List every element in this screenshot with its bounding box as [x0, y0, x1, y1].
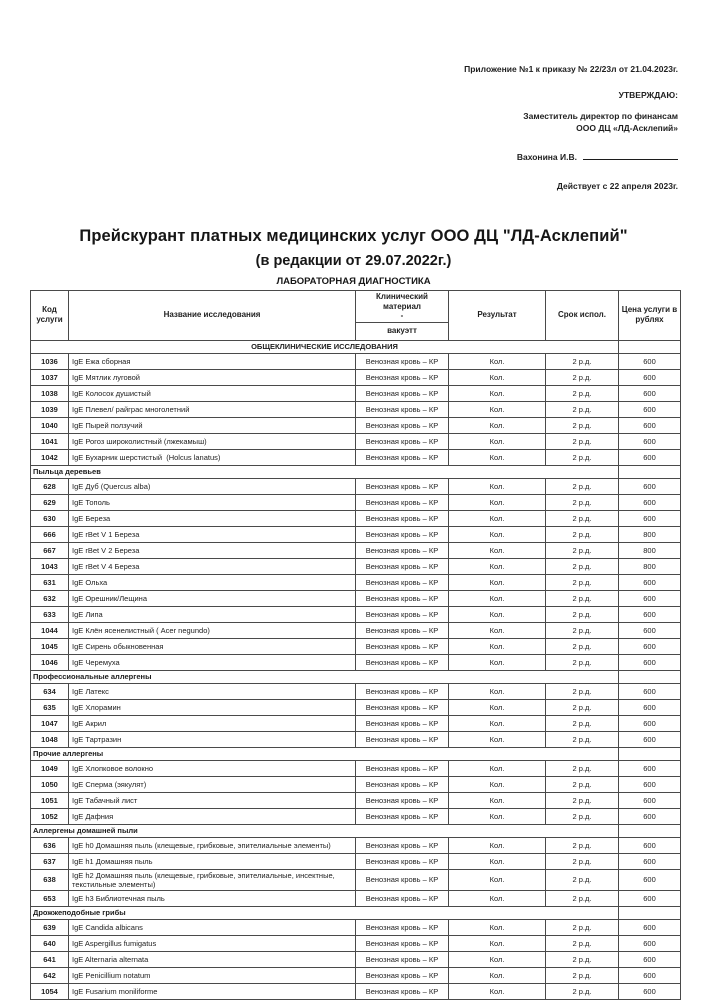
cell-price: 600: [619, 919, 681, 935]
cell-term: 2 р.д.: [546, 837, 619, 853]
cell-term: 2 р.д.: [546, 715, 619, 731]
table-row: [31, 606, 681, 622]
signature-row: [464, 150, 678, 163]
cell-price: 600: [619, 401, 681, 417]
cell-name: IgE Бухарник шерстистый (Holcus lanatus): [69, 449, 356, 465]
cell-material: Венозная кровь – КР: [356, 935, 449, 951]
header-code: Код услуги: [31, 291, 69, 341]
cell-term: 2 р.д.: [546, 433, 619, 449]
cell-name: IgE Клён ясенелистный ( Acer negundo): [69, 622, 356, 638]
cell-result: Кол.: [449, 837, 546, 853]
cell-term: 2 р.д.: [546, 478, 619, 494]
cell-code: 630: [31, 510, 69, 526]
approver-position: Заместитель директор по финансам: [523, 111, 678, 121]
cell-result: Кол.: [449, 622, 546, 638]
table-row: [31, 654, 681, 670]
section-title: Пыльца деревьев: [31, 465, 619, 478]
cell-material: Венозная кровь – КР: [356, 606, 449, 622]
cell-price: 600: [619, 654, 681, 670]
cell-code: 631: [31, 574, 69, 590]
table-row: [31, 369, 681, 385]
cell-name: IgE Fusarium moniliforme: [69, 983, 356, 999]
cell-price: 600: [619, 951, 681, 967]
cell-material: Венозная кровь – КР: [356, 417, 449, 433]
cell-code: 1052: [31, 808, 69, 824]
cell-material: Венозная кровь – КР: [356, 731, 449, 747]
table-body: [31, 340, 681, 999]
cell-name: IgE Alternaria alternata: [69, 951, 356, 967]
cell-material: Венозная кровь – КР: [356, 526, 449, 542]
header-material: [356, 291, 449, 323]
cell-term: 2 р.д.: [546, 385, 619, 401]
table-row: [31, 478, 681, 494]
cell-term: 2 р.д.: [546, 983, 619, 999]
cell-term: 2 р.д.: [546, 417, 619, 433]
cell-term: 2 р.д.: [546, 606, 619, 622]
cell-code: 628: [31, 478, 69, 494]
cell-name: IgE Тартразин: [69, 731, 356, 747]
cell-price: 600: [619, 808, 681, 824]
cell-name: IgE Колосок душистый: [69, 385, 356, 401]
cell-term: 2 р.д.: [546, 369, 619, 385]
cell-result: Кол.: [449, 760, 546, 776]
cell-price: 800: [619, 526, 681, 542]
cell-term: 2 р.д.: [546, 935, 619, 951]
table-row: [31, 401, 681, 417]
section-price-spacer: [619, 670, 681, 683]
table-row: [31, 699, 681, 715]
cell-name: IgE Плевел/ райграс многолетний: [69, 401, 356, 417]
cell-term: 2 р.д.: [546, 622, 619, 638]
cell-material: Венозная кровь – КР: [356, 622, 449, 638]
cell-result: Кол.: [449, 715, 546, 731]
cell-name: IgE h3 Библиотечная пыль: [69, 890, 356, 906]
cell-code: 633: [31, 606, 69, 622]
cell-name: IgE Penicillium notatum: [69, 967, 356, 983]
cell-term: 2 р.д.: [546, 654, 619, 670]
cell-material: Венозная кровь – КР: [356, 638, 449, 654]
cell-name: IgE Береза: [69, 510, 356, 526]
cell-price: 600: [619, 510, 681, 526]
cell-price: 600: [619, 837, 681, 853]
header-material-top: Клинический материал: [376, 292, 428, 311]
cell-result: Кол.: [449, 951, 546, 967]
cell-code: 634: [31, 683, 69, 699]
header-name: Название исследования: [69, 291, 356, 341]
table-row: [31, 731, 681, 747]
valid-from-line: Действует с 22 апреля 2023г.: [556, 181, 678, 191]
table-row: [31, 622, 681, 638]
cell-code: 1043: [31, 558, 69, 574]
cell-material: Венозная кровь – КР: [356, 715, 449, 731]
cell-price: 600: [619, 983, 681, 999]
cell-code: 641: [31, 951, 69, 967]
cell-code: 667: [31, 542, 69, 558]
cell-material: Венозная кровь – КР: [356, 510, 449, 526]
cell-result: Кол.: [449, 919, 546, 935]
cell-term: 2 р.д.: [546, 542, 619, 558]
cell-result: Кол.: [449, 478, 546, 494]
cell-name: IgE h1 Домашняя пыль: [69, 853, 356, 869]
header-result: Результат: [449, 291, 546, 341]
table-row: [31, 417, 681, 433]
cell-result: Кол.: [449, 542, 546, 558]
header-material-dash: -: [400, 311, 404, 321]
cell-material: Венозная кровь – КР: [356, 590, 449, 606]
cell-term: 2 р.д.: [546, 890, 619, 906]
cell-result: Кол.: [449, 731, 546, 747]
cell-material: Венозная кровь – КР: [356, 654, 449, 670]
header-price: Цена услуги в рублях: [619, 291, 681, 341]
cell-material: Венозная кровь – КР: [356, 808, 449, 824]
table-row: [31, 574, 681, 590]
table-row: [31, 935, 681, 951]
cell-code: 635: [31, 699, 69, 715]
cell-material: Венозная кровь – КР: [356, 869, 449, 890]
cell-price: 600: [619, 853, 681, 869]
cell-price: 600: [619, 715, 681, 731]
cell-material: Венозная кровь – КР: [356, 683, 449, 699]
cell-price: 600: [619, 449, 681, 465]
section-header-row: [31, 670, 681, 683]
table-row: [31, 919, 681, 935]
cell-code: 639: [31, 919, 69, 935]
section-title: ОБЩЕКЛИНИЧЕСКИЕ ИССЛЕДОВАНИЯ: [31, 340, 619, 353]
cell-price: 600: [619, 683, 681, 699]
cell-material: Венозная кровь – КР: [356, 792, 449, 808]
signature-name: Вахонина И.В.: [516, 152, 577, 162]
cell-code: 636: [31, 837, 69, 853]
cell-price: 600: [619, 699, 681, 715]
cell-material: Венозная кровь – КР: [356, 449, 449, 465]
cell-result: Кол.: [449, 494, 546, 510]
cell-price: 600: [619, 478, 681, 494]
table-row: [31, 792, 681, 808]
section-header-row: [31, 465, 681, 478]
cell-name: IgE Ольха: [69, 574, 356, 590]
section-header-row: [31, 747, 681, 760]
cell-result: Кол.: [449, 869, 546, 890]
cell-code: 1051: [31, 792, 69, 808]
cell-result: Кол.: [449, 699, 546, 715]
cell-code: 1048: [31, 731, 69, 747]
cell-price: 600: [619, 935, 681, 951]
cell-code: 637: [31, 853, 69, 869]
cell-price: 600: [619, 776, 681, 792]
cell-term: 2 р.д.: [546, 853, 619, 869]
cell-material: Венозная кровь – КР: [356, 385, 449, 401]
cell-price: 800: [619, 542, 681, 558]
cell-material: Венозная кровь – КР: [356, 478, 449, 494]
cell-name: IgE Липа: [69, 606, 356, 622]
section-title: Профессиональные аллергены: [31, 670, 619, 683]
table-row: [31, 715, 681, 731]
cell-result: Кол.: [449, 983, 546, 999]
cell-result: Кол.: [449, 510, 546, 526]
cell-material: Венозная кровь – КР: [356, 574, 449, 590]
cell-material: Венозная кровь – КР: [356, 433, 449, 449]
cell-name: IgE Латекс: [69, 683, 356, 699]
header-term: Срок испол.: [546, 291, 619, 341]
section-price-spacer: [619, 465, 681, 478]
cell-price: 600: [619, 606, 681, 622]
table-row: [31, 983, 681, 999]
table-row: [31, 526, 681, 542]
cell-material: Венозная кровь – КР: [356, 760, 449, 776]
cell-code: 642: [31, 967, 69, 983]
cell-name: IgE Ежа сборная: [69, 353, 356, 369]
section-price-spacer: [619, 340, 681, 353]
cell-term: 2 р.д.: [546, 401, 619, 417]
cell-result: Кол.: [449, 606, 546, 622]
signature-line: [583, 150, 678, 160]
cell-price: 800: [619, 558, 681, 574]
cell-price: 600: [619, 622, 681, 638]
cell-material: Венозная кровь – КР: [356, 776, 449, 792]
table-header: [31, 291, 681, 341]
cell-price: 600: [619, 792, 681, 808]
cell-name: IgE Сперма (эякулят): [69, 776, 356, 792]
cell-code: 638: [31, 869, 69, 890]
cell-code: 1054: [31, 983, 69, 999]
cell-material: Венозная кровь – КР: [356, 837, 449, 853]
cell-name: IgE Мятлик луговой: [69, 369, 356, 385]
cell-price: 600: [619, 760, 681, 776]
table-row: [31, 558, 681, 574]
table-row: [31, 590, 681, 606]
section-title: Аллергены домашней пыли: [31, 824, 619, 837]
table-row: [31, 494, 681, 510]
cell-price: 600: [619, 869, 681, 890]
cell-name: IgE Акрил: [69, 715, 356, 731]
table-row: [31, 638, 681, 654]
cell-price: 600: [619, 369, 681, 385]
cell-price: 600: [619, 417, 681, 433]
cell-material: Венозная кровь – КР: [356, 983, 449, 999]
table-row: [31, 869, 681, 890]
cell-name: IgE Орешник/Лещина: [69, 590, 356, 606]
cell-result: Кол.: [449, 401, 546, 417]
approve-label: УТВЕРЖДАЮ:: [618, 90, 678, 100]
section-title: Прочие аллергены: [31, 747, 619, 760]
cell-term: 2 р.д.: [546, 510, 619, 526]
cell-material: Венозная кровь – КР: [356, 967, 449, 983]
cell-name: IgE h0 Домашняя пыль (клещевые, грибковые, эпителиальные элементы): [69, 837, 356, 853]
table-row: [31, 542, 681, 558]
cell-code: 1049: [31, 760, 69, 776]
cell-term: 2 р.д.: [546, 869, 619, 890]
price-list-table: [30, 290, 681, 1000]
table-row: [31, 510, 681, 526]
table-row: [31, 385, 681, 401]
cell-name: IgE Aspergillus fumigatus: [69, 935, 356, 951]
section-header-row: [31, 824, 681, 837]
cell-price: 600: [619, 731, 681, 747]
cell-code: 1047: [31, 715, 69, 731]
table-row: [31, 353, 681, 369]
cell-result: Кол.: [449, 935, 546, 951]
cell-name: IgE Рогоз широколистный (лжекамыш): [69, 433, 356, 449]
cell-name: IgE Дуб (Quercus alba): [69, 478, 356, 494]
cell-result: Кол.: [449, 353, 546, 369]
cell-code: 640: [31, 935, 69, 951]
cell-code: 1044: [31, 622, 69, 638]
cell-result: Кол.: [449, 558, 546, 574]
table-row: [31, 837, 681, 853]
cell-code: 1040: [31, 417, 69, 433]
table-row: [31, 433, 681, 449]
cell-term: 2 р.д.: [546, 590, 619, 606]
cell-name: IgE rBet V 2 Береза: [69, 542, 356, 558]
cell-material: Венозная кровь – КР: [356, 853, 449, 869]
cell-material: Венозная кровь – КР: [356, 558, 449, 574]
cell-price: 600: [619, 433, 681, 449]
page-subtitle: (в редакции от 29.07.2022г.): [255, 253, 452, 269]
cell-term: 2 р.д.: [546, 526, 619, 542]
table-row: [31, 853, 681, 869]
cell-code: 1045: [31, 638, 69, 654]
cell-result: Кол.: [449, 369, 546, 385]
cell-term: 2 р.д.: [546, 353, 619, 369]
cell-term: 2 р.д.: [546, 808, 619, 824]
page-title: Прейскурант платных медицинских услуг ООО ДЦ "ЛД-Асклепий": [79, 227, 628, 245]
cell-result: Кол.: [449, 433, 546, 449]
cell-code: 1039: [31, 401, 69, 417]
cell-name: IgE Тополь: [69, 494, 356, 510]
cell-result: Кол.: [449, 654, 546, 670]
cell-result: Кол.: [449, 683, 546, 699]
cell-result: Кол.: [449, 890, 546, 906]
cell-term: 2 р.д.: [546, 683, 619, 699]
cell-material: Венозная кровь – КР: [356, 699, 449, 715]
cell-price: 600: [619, 967, 681, 983]
table-row: [31, 808, 681, 824]
cell-price: 600: [619, 638, 681, 654]
cell-result: Кол.: [449, 808, 546, 824]
table-row: [31, 890, 681, 906]
cell-name: IgE Хлопковое волокно: [69, 760, 356, 776]
cell-result: Кол.: [449, 853, 546, 869]
section-header-row: [31, 906, 681, 919]
table-row: [31, 683, 681, 699]
cell-result: Кол.: [449, 526, 546, 542]
cell-term: 2 р.д.: [546, 919, 619, 935]
cell-material: Венозная кровь – КР: [356, 951, 449, 967]
cell-name: IgE Сирень обыкновенная: [69, 638, 356, 654]
cell-result: Кол.: [449, 449, 546, 465]
table-row: [31, 951, 681, 967]
cell-price: 600: [619, 494, 681, 510]
cell-term: 2 р.д.: [546, 967, 619, 983]
cell-name: IgE Табачный лист: [69, 792, 356, 808]
cell-code: 666: [31, 526, 69, 542]
section-price-spacer: [619, 747, 681, 760]
cell-name: IgE Пырей ползучий: [69, 417, 356, 433]
cell-code: 1042: [31, 449, 69, 465]
cell-material: Венозная кровь – КР: [356, 401, 449, 417]
cell-name: IgE Черемуха: [69, 654, 356, 670]
cell-result: Кол.: [449, 385, 546, 401]
approver-company: ООО ДЦ «ЛД-Асклепий»: [576, 123, 678, 133]
cell-material: Венозная кровь – КР: [356, 353, 449, 369]
cell-term: 2 р.д.: [546, 449, 619, 465]
cell-name: IgE Candida albicans: [69, 919, 356, 935]
cell-material: Венозная кровь – КР: [356, 919, 449, 935]
cell-material: Венозная кровь – КР: [356, 890, 449, 906]
cell-term: 2 р.д.: [546, 699, 619, 715]
header-material-vacuette: вакуэтт: [356, 322, 449, 340]
table-row: [31, 760, 681, 776]
cell-code: 1038: [31, 385, 69, 401]
cell-result: Кол.: [449, 590, 546, 606]
cell-term: 2 р.д.: [546, 638, 619, 654]
table-caption: ЛАБОРАТОРНАЯ ДИАГНОСТИКА: [276, 276, 431, 287]
cell-term: 2 р.д.: [546, 574, 619, 590]
cell-price: 600: [619, 385, 681, 401]
cell-term: 2 р.д.: [546, 760, 619, 776]
cell-code: 1037: [31, 369, 69, 385]
cell-name: IgE rBet V 4 Береза: [69, 558, 356, 574]
section-price-spacer: [619, 824, 681, 837]
cell-code: 629: [31, 494, 69, 510]
cell-term: 2 р.д.: [546, 792, 619, 808]
appendix-line: Приложение №1 к приказу № 22/23л от 21.04.2023г.: [464, 64, 678, 74]
cell-result: Кол.: [449, 574, 546, 590]
cell-code: 1050: [31, 776, 69, 792]
cell-term: 2 р.д.: [546, 731, 619, 747]
table-row: [31, 449, 681, 465]
section-header-row: [31, 340, 681, 353]
cell-term: 2 р.д.: [546, 558, 619, 574]
cell-term: 2 р.д.: [546, 494, 619, 510]
cell-result: Кол.: [449, 776, 546, 792]
cell-term: 2 р.д.: [546, 951, 619, 967]
cell-material: Венозная кровь – КР: [356, 542, 449, 558]
cell-result: Кол.: [449, 792, 546, 808]
cell-term: 2 р.д.: [546, 776, 619, 792]
cell-price: 600: [619, 590, 681, 606]
cell-price: 600: [619, 353, 681, 369]
cell-code: 1041: [31, 433, 69, 449]
table-row: [31, 967, 681, 983]
cell-code: 653: [31, 890, 69, 906]
cell-name: IgE h2 Домашняя пыль (клещевые, грибковые, эпителиальные, инсектные, текстильные элементы): [69, 869, 356, 890]
cell-code: 1046: [31, 654, 69, 670]
table-row: [31, 776, 681, 792]
cell-code: 1036: [31, 353, 69, 369]
cell-name: IgE Дафния: [69, 808, 356, 824]
cell-price: 600: [619, 890, 681, 906]
section-price-spacer: [619, 906, 681, 919]
cell-name: IgE Хлорамин: [69, 699, 356, 715]
cell-name: IgE rBet V 1 Береза: [69, 526, 356, 542]
cell-material: Венозная кровь – КР: [356, 494, 449, 510]
cell-result: Кол.: [449, 967, 546, 983]
cell-result: Кол.: [449, 638, 546, 654]
cell-code: 632: [31, 590, 69, 606]
section-title: Дрожжеподобные грибы: [31, 906, 619, 919]
approval-block: [464, 63, 678, 192]
cell-result: Кол.: [449, 417, 546, 433]
cell-material: Венозная кровь – КР: [356, 369, 449, 385]
cell-price: 600: [619, 574, 681, 590]
